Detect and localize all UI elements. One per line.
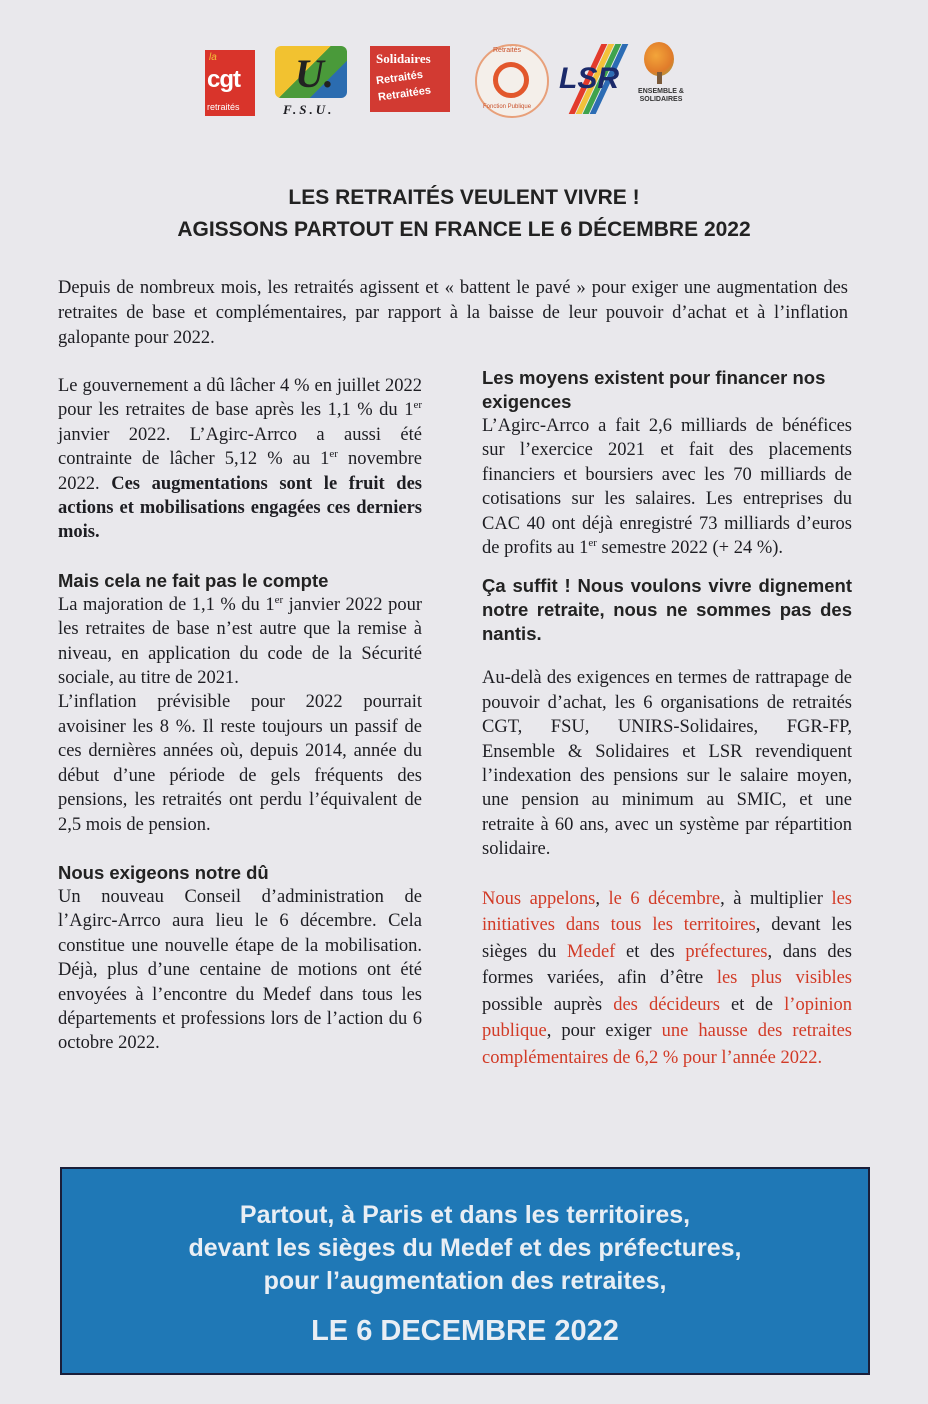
right-paragraph-1 xyxy=(482,414,852,560)
heading-compte: Mais cela ne fait pas le compte xyxy=(58,569,329,591)
fgr-logo-top: Retraités xyxy=(493,47,522,54)
text-segment: possible auprès xyxy=(482,994,614,1015)
banner-line-2: devant les sièges du Medef et des préfectures, xyxy=(188,1234,742,1262)
cgt-logo-sub: retraités xyxy=(207,102,240,112)
left-paragraph-3: L’inflation prévisible pour 2022 pourrait avoisiner les 8 %. Il reste toujours un passif de ces dernières années où, depuis 2014, année du début d’une période de gels fréquents des pensions, les retraités ont perdu l’équivalent de 2,5 mois de pension. xyxy=(58,692,422,835)
banner-date: LE 6 DECEMBRE 2022 xyxy=(311,1315,619,1347)
text-segment: , pour exiger xyxy=(546,1021,662,1042)
lsr-logo xyxy=(555,44,617,110)
fsu-logo xyxy=(275,46,347,116)
right-column xyxy=(482,366,852,1071)
right-p1-text-a: L’Agirc-Arrco a fait 2,6 milliards de bénéfices sur l’exercice 2021 et fait des placements financiers et boursiers avec les 70 milliards de cotisations sur les salaires. Les entreprises du CAC 40 ont déjà enregistré 73 milliards d’euros de profits au 1 xyxy=(482,416,852,559)
text-segment: , à multiplier xyxy=(720,888,832,909)
solidaires-logo-line1: Solidaires xyxy=(376,51,431,66)
text-segment: et des xyxy=(615,941,686,962)
heading-moyens: Les moyens existent pour financer nos exigences xyxy=(482,367,826,412)
fsu-logo-letter: U. xyxy=(295,51,334,96)
left-paragraph-2 xyxy=(58,593,422,691)
superscript: er xyxy=(413,399,422,412)
right-p1-text-b: semestre 2022 (+ 24 %). xyxy=(596,538,784,559)
call-opinion: l’opinion publique xyxy=(482,994,852,1042)
text-segment: , dans des formes variées, afin d’être xyxy=(482,941,852,989)
call-to-action-banner xyxy=(60,1167,870,1375)
solidaires-logo xyxy=(370,46,450,112)
left-column xyxy=(58,374,422,1056)
fgr-logo-bottom: Fonction Publique xyxy=(483,104,532,110)
right-paragraph-2: Au-delà des exigences en termes de rattrapage de pouvoir d’achat, les 6 organisations de retraités CGT, FSU, UNIRS-Solidaires, FGR-FP, Ensemble & Solidaires et LSR revendiquent l’indexation des pensions sur le salaire moyen, une pension au minimum au SMIC, et une retraite à 60 ans, avec un système par répartition solidaire. xyxy=(482,668,852,860)
tree-trunk xyxy=(657,72,662,84)
heading-notre-du: Nous exigeons notre dû xyxy=(58,861,269,883)
call-date: le 6 décembre xyxy=(608,888,721,909)
tree-icon xyxy=(644,42,674,76)
intro-paragraph: Depuis de nombreux mois, les retraités agissent et « battent le pavé » pour exiger une augmentation des retraites de base et complémentaires, par rapport à la baisse de leur pouvoir d’achat et à l’inflation galopante pour 2022. xyxy=(58,278,848,348)
call-medef: Medef xyxy=(567,941,616,962)
logo-bar xyxy=(200,40,700,120)
call-decideurs: des décideurs xyxy=(613,994,720,1015)
left-paragraph-4: Un nouveau Conseil d’administration de l’Agirc-Arrco aura lieu le 6 décembre. Cela constitue une nouvelle étape de la mobilisation. Déjà, plus d’une centaine de motions ont été envoyées à l’encontre du Medef dans tous les départements et professions lors de l’action du 6 octobre 2022. xyxy=(58,886,422,1054)
page-title-line2: AGISSONS PARTOUT EN FRANCE LE 6 DÉCEMBRE 2022 xyxy=(177,218,751,241)
superscript: er xyxy=(588,536,597,549)
call-initiatives: les initiatives dans tous les territoires xyxy=(482,888,852,936)
text-segment: , devant les sièges du xyxy=(482,915,852,962)
banner-line-3: pour l’augmentation des retraites, xyxy=(263,1267,667,1295)
left-p1-bold: Ces augmentations sont le fruit des actions et mobilisations engagées ces derniers mois. xyxy=(58,473,422,543)
right-paragraph-3 xyxy=(482,886,852,1072)
text-segment: , xyxy=(595,888,609,909)
call-prefectures: préfectures xyxy=(685,941,768,962)
solidaires-logo-line3: Retraitées xyxy=(377,84,432,104)
fgr-fp-logo xyxy=(475,44,549,118)
superscript: er xyxy=(274,593,284,606)
left-p2-text-b: janvier 2022 pour les retraites de base n’est autre que la remise à niveau, en application du code de la Sécurité sociale, au titre de 2021. xyxy=(58,594,423,689)
left-p2-text-a: La majoration de 1,1 % du 1 xyxy=(58,594,275,615)
call-visibles: les plus visibles xyxy=(716,968,852,989)
cgt-logo-main: cgt xyxy=(207,66,240,93)
lsr-logo-text: LSR xyxy=(559,62,619,95)
left-paragraph-1 xyxy=(58,374,422,545)
left-p1-text-c: novembre 2022. xyxy=(58,449,422,494)
call-hausse: une hausse des retraites complémentaires de 6,2 % pour l’année 2022 xyxy=(482,1021,852,1068)
superscript: er xyxy=(329,448,338,461)
cgt-logo xyxy=(205,50,255,116)
solidaires-logo-line2: Retraités xyxy=(375,68,424,88)
ensemble-solidaires-logo xyxy=(630,42,690,112)
cgt-logo-la: la xyxy=(209,52,217,63)
text-segment: et de xyxy=(719,994,785,1015)
text-segment: . xyxy=(817,1047,823,1068)
banner-line-1: Partout, à Paris et dans les territoires, xyxy=(239,1201,691,1229)
left-p1-text-a: Le gouvernement a dû lâcher 4 % en juillet 2022 pour les retraites de base après les 1,1 % du 1 xyxy=(58,376,422,421)
page-title-line1: LES RETRAITÉS VEULENT VIVRE ! xyxy=(288,186,640,209)
left-p1-text-b: janvier 2022. L’Agirc-Arrco a aussi été contrainte de lâcher 5,12 % au 1 xyxy=(58,424,422,470)
fgr-logo-circle xyxy=(493,62,529,98)
fsu-logo-text: F.S.U. xyxy=(283,102,335,117)
heading-ca-suffit: Ça suffit ! Nous voulons vivre dignement notre retraite, nous ne sommes pas des nantis. xyxy=(482,575,852,645)
call-text: Nous appelons xyxy=(482,888,596,909)
ensemble-logo-text: ENSEMBLE & SOLIDAIRES xyxy=(638,88,684,103)
